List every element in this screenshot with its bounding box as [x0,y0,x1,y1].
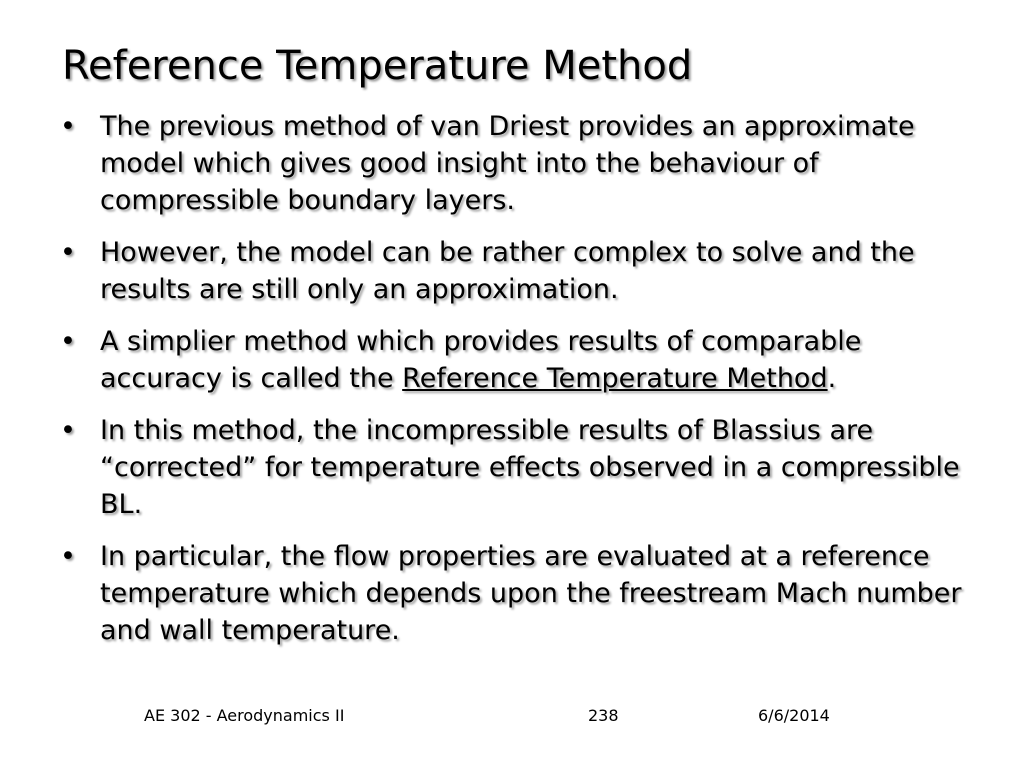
bullet-marker: • [60,326,76,357]
bullet-text-suffix: . [827,363,837,394]
bullet-text: However, the model can be rather complex to solve and the results are still only an approximation. [100,237,915,305]
reference-temperature-method-term: Reference Temperature Method [402,363,828,394]
footer-page-number: 238 [588,706,619,725]
bullet-text-prefix: A simplier method which provides results of comparable accuracy is called the [100,326,862,394]
bullet-text: In this method, the incompressible results of Blassius are “corrected” for temperature effects observed in a compressible BL. [100,415,960,520]
bullet-item [60,538,980,649]
bullet-marker: • [60,237,76,268]
slide-title: Reference Temperature Method [62,43,693,89]
bullet-item [60,108,980,219]
bullet-text [100,326,861,394]
bullet-text: The previous method of van Driest provides an approximate model which gives good insight into the behaviour of compressible boundary layers. [100,111,915,216]
bullet-marker: • [60,541,76,572]
bullet-marker: • [60,415,76,446]
footer-course: AE 302 - Aerodynamics II [144,706,345,725]
bullet-item [60,323,980,397]
footer-date: 6/6/2014 [758,706,830,725]
bullet-item [60,412,980,523]
bullet-item [60,234,980,308]
bullet-marker: • [60,111,76,142]
bullet-list [60,108,980,664]
bullet-text: In particular, the flow properties are evaluated at a reference temperature which depends upon the freestream Mach number and wall temperature. [100,541,962,646]
